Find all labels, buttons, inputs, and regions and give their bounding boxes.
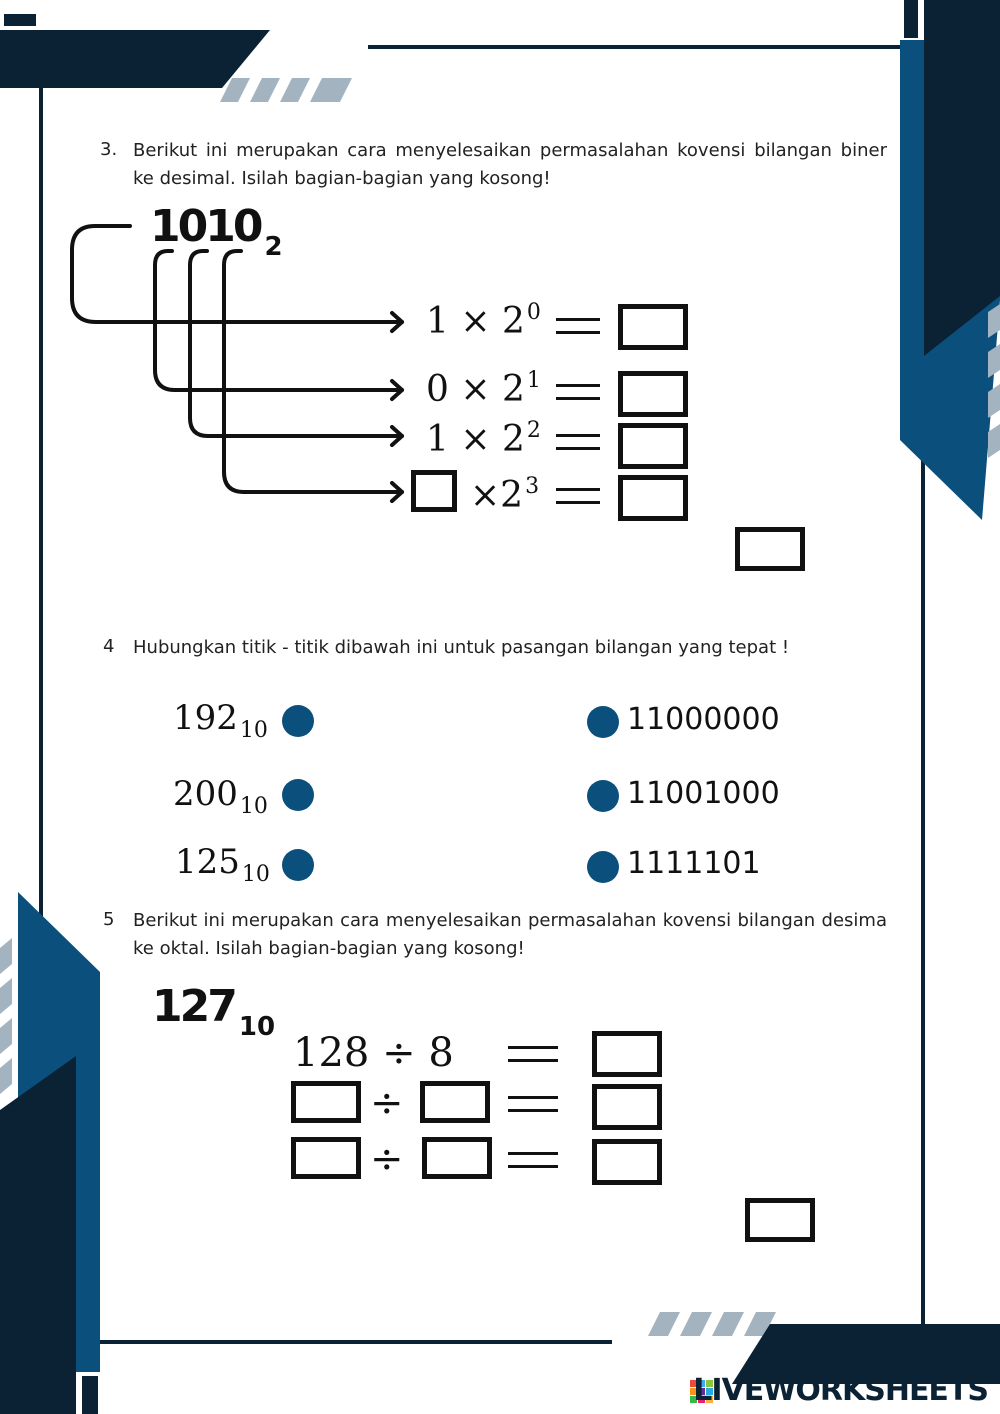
q3-row-2-answer-box[interactable]: [618, 371, 688, 417]
question-4-text: Hubungkan titik - titik dibawah ini untuk pasangan bilangan yang tepat !: [133, 637, 790, 658]
binary-value: 1010: [150, 201, 261, 252]
q5-row-2-equals: [508, 1096, 558, 1112]
q5-row-1-expression: [293, 1030, 454, 1076]
q3-row-1-base: 2: [501, 301, 525, 342]
q3-row-3-times: ×: [460, 419, 491, 460]
q5-row-1-dividend: 128: [293, 1030, 370, 1076]
q4-left-dot-1[interactable]: [282, 705, 314, 737]
q5-row-2-dividend-box[interactable]: [291, 1081, 361, 1123]
q5-row-3-dividend-box[interactable]: [291, 1137, 361, 1179]
question-3-number: 3.: [100, 139, 118, 160]
q5-row-3-equals: [508, 1152, 558, 1168]
q4-right-2: 11001000: [627, 776, 780, 811]
question-5-number: 5: [103, 909, 115, 930]
q3-row-1-exp: 0: [526, 300, 541, 325]
q4-left-3-value: 125: [175, 842, 240, 882]
question-5-text: Berikut ini merupakan cara menyelesaikan permasalahan kovensi bilangan desima ke oktal. Isilah bagian-bagian yang kosong!: [133, 910, 887, 959]
q3-row-3-expression: [426, 418, 541, 460]
q4-left-2: [173, 774, 268, 819]
q3-row-4-exp: 3: [525, 474, 540, 499]
q5-row-2-answer-box[interactable]: [592, 1084, 662, 1130]
decimal-value: 127: [152, 981, 235, 1032]
q5-row-3-answer-box[interactable]: [592, 1139, 662, 1185]
q3-row-1-equals: [556, 318, 600, 334]
q5-row-1-op: ÷: [382, 1030, 416, 1076]
q4-left-2-value: 200: [173, 774, 238, 814]
q3-row-1-expression: [426, 300, 541, 342]
q4-left-2-base: 10: [239, 794, 268, 819]
q5-row-1-divisor: 8: [428, 1030, 454, 1076]
question-3-text: Berikut ini merupakan cara menyelesaikan permasalahan kovensi bilangan biner ke desimal. Isilah bagian-bagian yang kosong!: [133, 140, 887, 189]
q4-left-1-base: 10: [239, 718, 268, 743]
question-4-number: 4: [103, 636, 115, 657]
q3-row-4-answer-box[interactable]: [618, 475, 688, 521]
q3-row-4-equals: [556, 488, 600, 504]
q5-row-1-answer-box[interactable]: [592, 1031, 662, 1077]
q3-row-4-times: ×: [470, 475, 501, 516]
q3-row-2-times: ×: [460, 369, 491, 410]
q3-total-answer-box[interactable]: [735, 527, 805, 571]
binary-base: 2: [264, 232, 283, 262]
decimal-number: [152, 981, 275, 1042]
q3-row-2-equals: [556, 384, 600, 400]
q3-row-4-coef-box[interactable]: [411, 470, 457, 512]
q4-left-dot-3[interactable]: [282, 849, 314, 881]
q4-right-dot-1[interactable]: [587, 706, 619, 738]
q5-total-answer-box[interactable]: [745, 1198, 815, 1242]
q3-row-1-answer-box[interactable]: [618, 304, 688, 350]
q5-row-2-op: ÷: [370, 1080, 404, 1126]
decimal-base: 10: [238, 1012, 276, 1042]
q4-left-3: [175, 842, 270, 887]
q5-row-3-divisor-box[interactable]: [422, 1137, 492, 1179]
q4-right-dot-2[interactable]: [587, 780, 619, 812]
q4-right-1: 11000000: [627, 702, 780, 737]
q5-row-3-op: ÷: [370, 1136, 404, 1182]
q5-row-1-equals: [508, 1046, 558, 1062]
q3-row-2-exp: 1: [526, 368, 541, 393]
q4-left-3-base: 10: [241, 862, 270, 887]
q3-row-2-coef: 0: [426, 369, 449, 410]
q4-left-dot-2[interactable]: [282, 779, 314, 811]
q3-row-3-exp: 2: [526, 418, 541, 443]
q3-row-1-coef: 1: [426, 301, 449, 342]
q3-row-3-equals: [556, 434, 600, 450]
q3-row-4-expression: [470, 474, 539, 516]
q3-row-3-coef: 1: [426, 419, 449, 460]
q3-row-4-base: 2: [500, 475, 524, 516]
q3-row-1-times: ×: [460, 301, 491, 342]
q3-row-3-answer-box[interactable]: [618, 423, 688, 469]
q4-left-1: [173, 698, 268, 743]
q3-row-3-base: 2: [501, 419, 525, 460]
q4-left-1-value: 192: [173, 698, 238, 738]
q3-row-2-expression: [426, 368, 541, 410]
q3-row-2-base: 2: [501, 369, 525, 410]
q4-right-dot-3[interactable]: [587, 851, 619, 883]
liveworksheets-watermark: LIVEWORKSHEETS: [693, 1373, 988, 1408]
q5-row-2-divisor-box[interactable]: [420, 1081, 490, 1123]
q4-right-3: 1111101: [627, 846, 761, 881]
